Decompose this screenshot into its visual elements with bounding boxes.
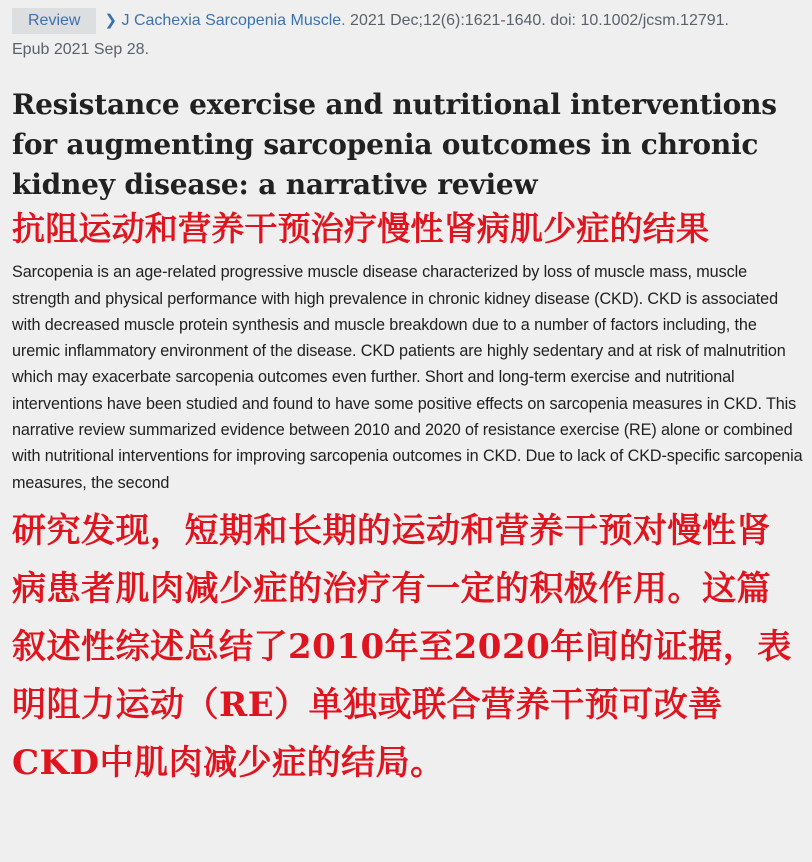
citation-details: 2021 Dec;12(6):1621-1640. doi: 10.1002/jcsm.12791. bbox=[345, 12, 729, 29]
journal-link[interactable]: J Cachexia Sarcopenia Muscle. bbox=[121, 12, 346, 29]
chinese-summary-annotation: 研究发现，短期和长期的运动和营养干预对慢性肾病患者肌肉减少症的治疗有一定的积极作用。这篇叙述性综述总结了2010年至2020年间的证据，表明阻力运动（RE）单独或联合营养干预可改善CKD中肌肉减少症的结局。 bbox=[12, 510, 792, 783]
article-page bbox=[12, 8, 804, 792]
citation-line bbox=[12, 8, 804, 34]
epub-date: Epub 2021 Sep 28. bbox=[12, 41, 150, 59]
chinese-title-annotation: 抗阻运动和营养干预治疗慢性肾病肌少症的结果 bbox=[12, 209, 710, 249]
abstract-text: Sarcopenia is an age-related progressive muscle disease characterized by loss of muscle mass, muscle strength and physical performance with high prevalence in chronic kidney disease (CKD). CKD is associated with decreased muscle protein synthesis and muscle breakdown due to a number of factors including, the uremic inflammatory environment of the disease. CKD patients are highly sedentary and at risk of malnutrition which may exacerbate sarcopenia outcomes even further. Short and long-term exercise and nutritional interventions have been studied and found to have some positive effects on sarcopenia measures in CKD. This narrative review summarized evidence between 2010 and 2020 of resistance exercise (RE) alone or combined with nutritional interventions for improving sarcopenia outcomes in CKD. Due to lack of CKD-specific sarcopenia measures, the second bbox=[12, 263, 803, 492]
article-title: Resistance exercise and nutritional interventions for augmenting sarcopenia outcomes in chronic kidney disease: a narrative review bbox=[12, 88, 777, 202]
review-badge: Review bbox=[12, 8, 96, 34]
chevron-right-icon: ❯ bbox=[104, 12, 118, 29]
